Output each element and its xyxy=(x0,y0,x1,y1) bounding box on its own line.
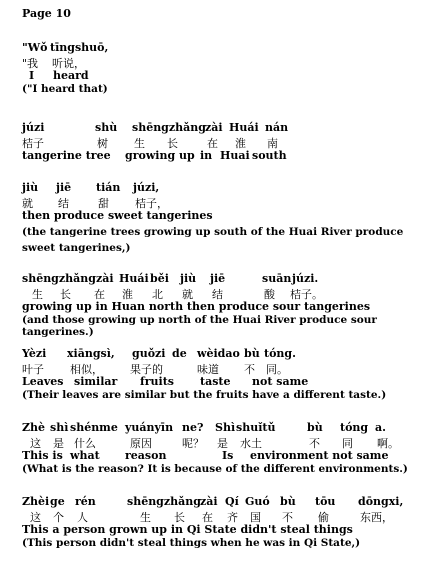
pinyin-word: Zhè xyxy=(22,421,46,434)
english-word: fruits xyxy=(140,375,174,388)
english-word: environment not same xyxy=(250,449,389,462)
chinese-word: 甜 xyxy=(98,197,109,210)
chinese-word: 南 xyxy=(267,137,278,150)
translation-line xyxy=(22,389,417,403)
translation-line xyxy=(22,223,417,255)
pinyin-word: zài xyxy=(205,121,223,134)
translation-line xyxy=(22,463,417,477)
chinese-word: 不 xyxy=(309,437,320,450)
chinese-word: 齐 xyxy=(227,511,238,524)
chinese-word: 结 xyxy=(212,288,223,301)
chinese-word: 在 xyxy=(94,288,105,301)
pinyin-word: Huái xyxy=(119,272,149,285)
pinyin-word: Shì xyxy=(215,421,236,434)
english-word: south xyxy=(252,149,287,162)
chinese-word: 生 xyxy=(32,288,43,301)
english-word: growing up xyxy=(125,149,195,162)
chinese-word: 桔子 xyxy=(22,137,44,150)
chinese-word: 叶子 xyxy=(22,363,44,376)
english-gloss: This a person grown up in Qi State didn't steal things xyxy=(22,523,353,536)
pinyin-word: jiē xyxy=(210,272,226,285)
pinyin-line xyxy=(22,181,417,195)
english-gloss-line xyxy=(22,209,417,223)
english-word: I xyxy=(29,69,35,82)
translation-text: (the tangerine trees growing up south of the Huai River produce sweet tangerines,) xyxy=(22,226,404,254)
english-gloss-line xyxy=(22,69,417,83)
pinyin-word: shù xyxy=(95,121,118,134)
pinyin-word: shuǐtǔ xyxy=(236,421,276,434)
pinyin-word: jiù xyxy=(180,272,197,285)
pinyin-word: ne? xyxy=(182,421,204,434)
english-word: Is xyxy=(222,449,234,462)
chinese-word: 呢？ xyxy=(182,437,204,450)
english-word: similar xyxy=(74,375,118,388)
english-word: Huai xyxy=(220,149,250,162)
chinese-word: 生 xyxy=(134,137,145,150)
chinese-word: 长 xyxy=(174,511,185,524)
pinyin-word: "Wǒ xyxy=(22,41,48,54)
pinyin-word: Huái xyxy=(229,121,259,134)
chinese-line xyxy=(22,509,417,523)
pinyin-word: běi xyxy=(150,272,169,285)
translation-text: ("I heard that) xyxy=(22,83,108,95)
chinese-word: 同。 xyxy=(266,363,288,376)
pinyin-word: ge xyxy=(50,495,65,508)
pinyin-word: suān xyxy=(262,272,292,285)
pinyin-line xyxy=(22,347,417,361)
pinyin-word: nán xyxy=(265,121,289,134)
translation-line xyxy=(22,83,417,97)
english-word: not same xyxy=(252,375,309,388)
pinyin-word: júzi xyxy=(22,121,45,134)
chinese-word: 桔子， xyxy=(135,197,168,210)
pinyin-word: bù xyxy=(244,347,260,360)
english-gloss-line xyxy=(22,375,417,389)
passage-section xyxy=(22,347,417,403)
chinese-word: "我 xyxy=(22,57,39,70)
pinyin-word: Qí xyxy=(225,495,239,508)
pinyin-word: a. xyxy=(375,421,386,434)
pinyin-word: Guó xyxy=(245,495,270,508)
english-word: taste xyxy=(200,375,231,388)
chinese-word: 是 xyxy=(53,437,64,450)
pinyin-word: tóng. xyxy=(264,347,296,360)
chinese-word: 国 xyxy=(250,511,261,524)
english-gloss-line xyxy=(22,149,417,163)
chinese-word: 树 xyxy=(97,137,108,150)
pinyin-line xyxy=(22,41,417,55)
pinyin-word: guǒzi xyxy=(132,347,166,360)
chinese-word: 是 xyxy=(217,437,228,450)
pinyin-word: dōngxi, xyxy=(358,495,404,508)
english-word: in xyxy=(200,149,213,162)
passage-section xyxy=(22,272,417,338)
pinyin-word: shì xyxy=(50,421,69,434)
pinyin-line xyxy=(22,272,417,286)
english-word: heard xyxy=(53,69,89,82)
pinyin-word: Yèzi xyxy=(22,347,47,360)
passage-section xyxy=(22,41,417,97)
pinyin-line xyxy=(22,421,417,435)
pinyin-word: wèidao xyxy=(197,347,240,360)
chinese-word: 在 xyxy=(202,511,213,524)
english-word: tangerine tree xyxy=(22,149,111,162)
translation-line xyxy=(22,537,417,551)
pinyin-line xyxy=(22,121,417,135)
chinese-word: 不 xyxy=(282,511,293,524)
pinyin-word: bù xyxy=(307,421,323,434)
chinese-line xyxy=(22,55,417,69)
chinese-word: 不 xyxy=(244,363,255,376)
english-word: reason xyxy=(125,449,167,462)
english-word: what xyxy=(70,449,100,462)
chinese-word: 北 xyxy=(152,288,163,301)
translation-text: (and those growing up north of the Huai River produce sour tangerines.) xyxy=(22,314,377,338)
chinese-word: 个 xyxy=(53,511,64,524)
passage-section xyxy=(22,121,417,163)
pinyin-word: zài xyxy=(96,272,114,285)
chinese-word: 人 xyxy=(77,511,88,524)
translation-line xyxy=(22,314,417,338)
chinese-line xyxy=(22,435,417,449)
pinyin-word: zài xyxy=(200,495,218,508)
pinyin-word: tóng xyxy=(340,421,369,434)
pinyin-word: shénme xyxy=(70,421,118,434)
pinyin-word: shēngzhǎng xyxy=(132,121,206,134)
chinese-word: 生 xyxy=(140,511,151,524)
chinese-word: 长 xyxy=(167,137,178,150)
english-gloss-line xyxy=(22,449,417,463)
chinese-word: 啊。 xyxy=(377,437,399,450)
chinese-word: 水土 xyxy=(240,437,262,450)
translation-text: (What is the reason? It is because of the different environments.) xyxy=(22,463,408,475)
chinese-line xyxy=(22,195,417,209)
english-gloss: then produce sweet tangerines xyxy=(22,209,213,222)
page-title: Page 10 xyxy=(22,7,71,20)
chinese-word: 什么 xyxy=(74,437,96,450)
chinese-word: 桔子。 xyxy=(290,288,323,301)
passage-section xyxy=(22,495,417,551)
chinese-word: 味道 xyxy=(197,363,219,376)
chinese-word: 这 xyxy=(30,511,41,524)
chinese-word: 长 xyxy=(60,288,71,301)
pinyin-word: jiù xyxy=(22,181,39,194)
pinyin-word: tōu xyxy=(315,495,336,508)
chinese-word: 就 xyxy=(182,288,193,301)
pinyin-word: shēngzhǎng xyxy=(127,495,201,508)
chinese-word: 酸 xyxy=(264,288,275,301)
pinyin-word: yuányīn xyxy=(125,421,174,434)
chinese-word: 同 xyxy=(342,437,353,450)
english-gloss: growing up in Huan north then produce sour tangerines xyxy=(22,300,371,313)
pinyin-word: shēngzhǎng xyxy=(22,272,96,285)
english-word: Leaves xyxy=(22,375,64,388)
passage-section xyxy=(22,181,417,255)
chinese-line xyxy=(22,361,417,375)
pinyin-word: jiē xyxy=(56,181,72,194)
pinyin-word: júzi, xyxy=(133,181,160,194)
chinese-word: 就 xyxy=(22,197,33,210)
chinese-word: 淮 xyxy=(122,288,133,301)
pinyin-word: tīngshuō, xyxy=(50,41,109,54)
passage-section xyxy=(22,421,417,477)
chinese-word: 偷 xyxy=(318,511,329,524)
chinese-word: 听说， xyxy=(52,57,85,70)
chinese-word: 果子的 xyxy=(130,363,163,376)
chinese-word: 淮 xyxy=(235,137,246,150)
chinese-word: 原因 xyxy=(130,437,152,450)
english-word: This is xyxy=(22,449,63,462)
translation-text: (This person didn't steal things when he was in Qi State,) xyxy=(22,537,361,549)
chinese-word: 在 xyxy=(207,137,218,150)
chinese-line xyxy=(22,286,417,300)
pinyin-word: bù xyxy=(280,495,296,508)
translation-text: (Their leaves are similar but the fruits have a different taste.) xyxy=(22,389,387,401)
chinese-word: 这 xyxy=(30,437,41,450)
pinyin-word: de xyxy=(172,347,187,360)
chinese-line xyxy=(22,135,417,149)
pinyin-word: júzi. xyxy=(292,272,319,285)
pinyin-line xyxy=(22,495,417,509)
english-gloss-line xyxy=(22,300,417,314)
chinese-word: 结 xyxy=(58,197,69,210)
pinyin-word: tián xyxy=(96,181,121,194)
english-gloss-line xyxy=(22,523,417,537)
pinyin-word: Zhèi xyxy=(22,495,50,508)
pinyin-word: rén xyxy=(75,495,96,508)
chinese-word: 相似， xyxy=(70,363,103,376)
pinyin-word: xiāngsì, xyxy=(67,347,115,360)
chinese-word: 东西， xyxy=(360,511,393,524)
